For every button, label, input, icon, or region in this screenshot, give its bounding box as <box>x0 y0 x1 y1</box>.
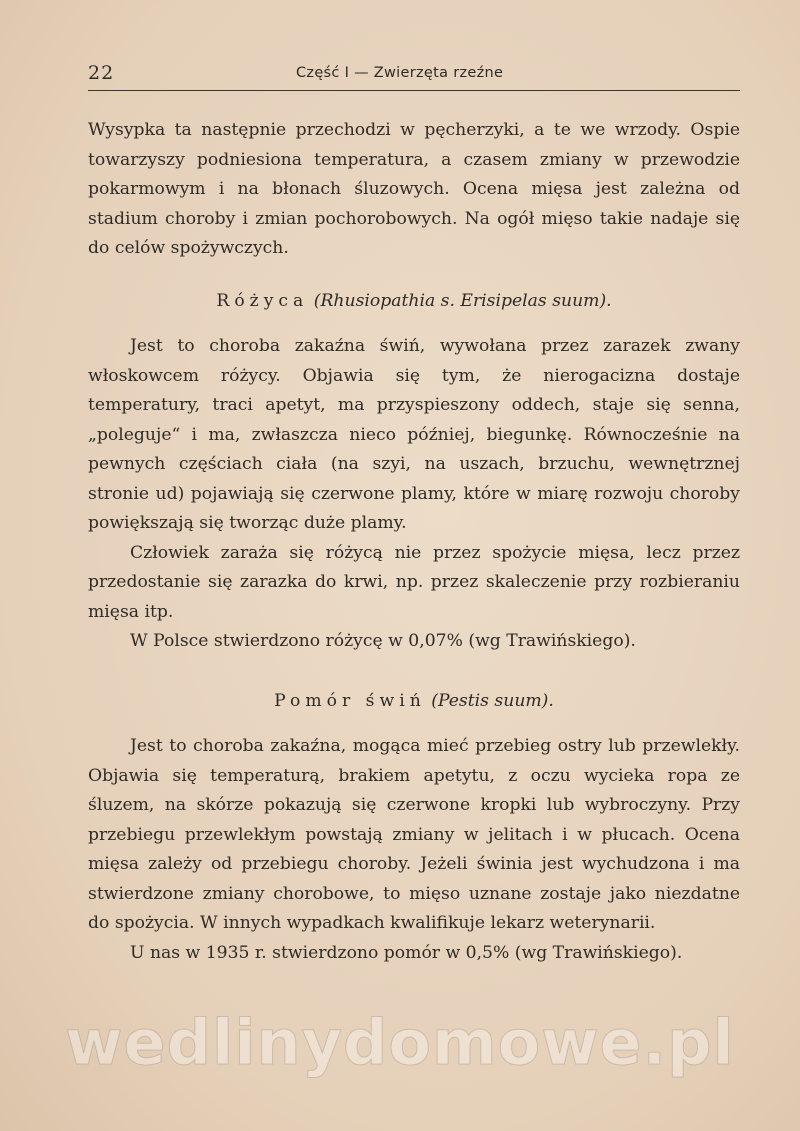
section-heading-pomor <box>88 687 740 717</box>
page-number: 22 <box>88 62 115 84</box>
rozyca-paragraph-2: Człowiek zaraża się różycą nie przez spożycie mięsa, lecz przez przedostanie się zarazka do krwi, np. przez skaleczenie przy rozbieraniu mięsa itp. <box>88 542 740 622</box>
page-header <box>88 62 740 91</box>
page-body <box>88 116 740 968</box>
heading-latin: (Pestis suum). <box>431 690 554 711</box>
rozyca-paragraph-3: W Polsce stwierdzono różycę w 0,07% (wg Trawińskiego). <box>130 631 636 651</box>
heading-term: Pomór świń <box>274 690 426 711</box>
rozyca-paragraph-1: Jest to choroba zakaźna świń, wywołana przez zarazek zwany włoskowcem różycy. Objawia się tym, że nierogacizna dostaje temperatury, traci apetyt, ma przyspieszony oddech, staje się senna, „poleguje“ i ma, zwłaszcza nieco później, biegunkę. Równocześnie na pewnych częściach ciała (na szyi, na uszach, brzuchu, wewnętrznej stronie ud) pojawiają się czerwone plamy, które w miarę rozwoju choroby powiększają się tworząc duże plamy. <box>88 336 740 533</box>
heading-term: Różyca <box>216 290 309 311</box>
intro-paragraph: Wysypka ta następnie przechodzi w pęcherzyki, a te we wrzody. Ospie towarzyszy podniesiona temperatura, a czasem zmiany w przewodzie pokarmowym i na błonach śluzowych. Ocena mięsa jest zależna od stadium choroby i zmian pochorobowych. Na ogół mięso takie nadaje się do celów spożywczych. <box>88 120 740 258</box>
heading-latin: (Rhusiopathia s. Erisipelas suum). <box>313 290 612 311</box>
site-watermark: wedlinydomowe.pl <box>65 1006 735 1079</box>
pomor-paragraph-1: Jest to choroba zakaźna, mogąca mieć przebieg ostry lub przewlekły. Objawia się temperaturą, brakiem apetytu, z oczu wycieka ropa ze śluzem, na skórze pokazują się czerwone kropki lub wybroczyny. Przy przebiegu przewlekłym powstają zmiany w jelitach i w płucach. Ocena mięsa zależy od przebiegu choroby. Jeżeli świnia jest wychudzona i ma stwierdzone zmiany chorobowe, to mięso uznane zostaje jako niezdatne do spożycia. W innych wypadkach kwalifikuje lekarz weterynarii. <box>88 736 740 933</box>
pomor-paragraph-2: U nas w 1935 r. stwierdzono pomór w 0,5% (wg Trawińskiego). <box>130 942 683 963</box>
running-title: Część I — Zwierzęta rzeźne <box>296 65 504 81</box>
section-heading-rozyca <box>88 287 740 317</box>
